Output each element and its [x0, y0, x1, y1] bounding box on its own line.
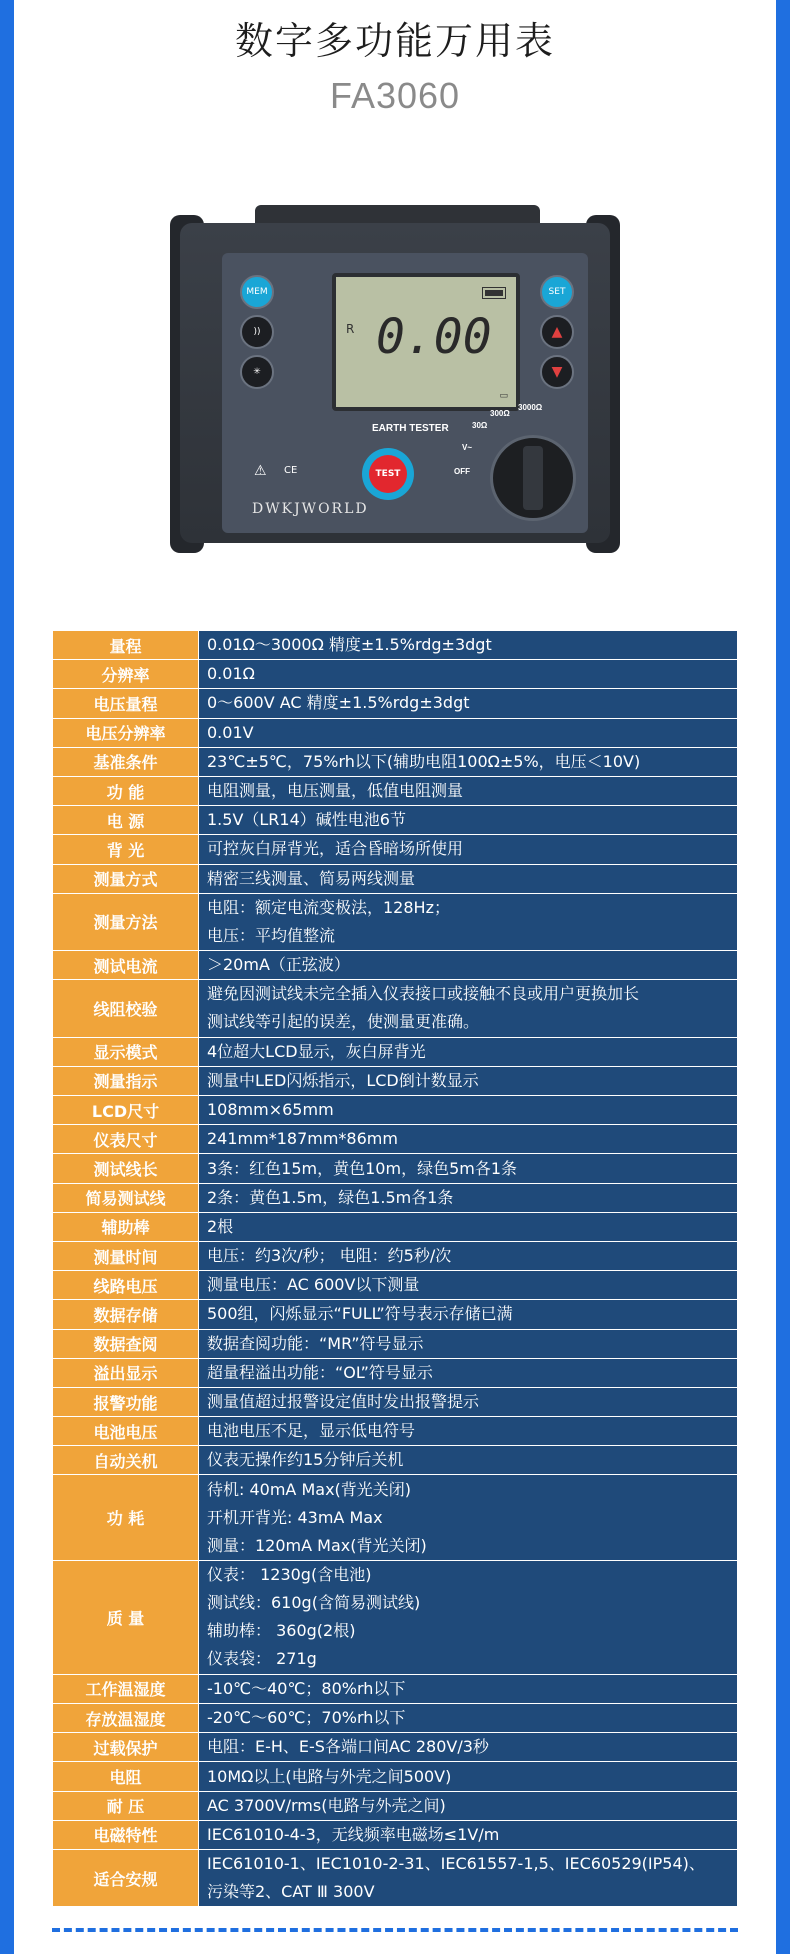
spec-label: 测试电流: [53, 951, 199, 980]
spec-value: [199, 1241, 738, 1270]
ce-mark: CE: [284, 465, 298, 476]
spec-value: [199, 1674, 738, 1703]
spec-label: 电阻: [53, 1762, 199, 1791]
spec-label: 适合安规: [53, 1849, 199, 1906]
spec-label: 功 耗: [53, 1475, 199, 1561]
spec-value: [199, 1358, 738, 1387]
spec-row: [53, 660, 738, 689]
spec-value: [199, 1733, 738, 1762]
spec-row: [53, 1154, 738, 1183]
spec-value-line: 4位超大LCD显示，灰白屏背光: [207, 1041, 426, 1061]
set-button: SET: [540, 275, 574, 309]
spec-row: [53, 776, 738, 805]
spec-value: [199, 980, 738, 1037]
right-border: [776, 0, 790, 1954]
spec-row: [53, 1125, 738, 1154]
spec-value-line: 测量中LED闪烁指示，LCD倒计数显示: [207, 1070, 479, 1090]
spec-label: 存放温湿度: [53, 1704, 199, 1733]
spec-row: [53, 951, 738, 980]
spec-value: [199, 1066, 738, 1095]
spec-value-line: IEC61010-4-3，无线频率电磁场≤1V/m: [207, 1824, 500, 1844]
spec-row: [53, 893, 738, 950]
mem-button: MEM: [240, 275, 274, 309]
spec-value: [199, 631, 738, 660]
spec-value: [199, 1037, 738, 1066]
spec-row: [53, 1387, 738, 1416]
spec-label: 背 光: [53, 835, 199, 864]
spec-value: [199, 1446, 738, 1475]
spec-value-line: 3条：红色15m，黄色10m，绿色5m各1条: [207, 1158, 518, 1178]
spec-label: 电 源: [53, 806, 199, 835]
spec-value: [199, 1271, 738, 1300]
buzzer-icon: )): [240, 315, 274, 349]
lcd-screen: [332, 273, 520, 411]
spec-row: [53, 1674, 738, 1703]
spec-label: 测量方法: [53, 893, 199, 950]
spec-row: [53, 1820, 738, 1849]
spec-row: [53, 1183, 738, 1212]
spec-row: [53, 689, 738, 718]
spec-value-line: AC 3700V/rms(电路与外壳之间): [207, 1795, 446, 1815]
spec-value: [199, 1561, 738, 1675]
spec-value-line: 241mm*187mm*86mm: [207, 1129, 398, 1149]
test-label: TEST: [369, 455, 407, 493]
spec-label: 量程: [53, 631, 199, 660]
knob-label-300: 300Ω: [490, 409, 510, 418]
spec-row: [53, 806, 738, 835]
spec-label: 线阻校验: [53, 980, 199, 1037]
spec-row: [53, 631, 738, 660]
spec-label: 测量方式: [53, 864, 199, 893]
spec-value-line: -20℃～60℃；70%rh以下: [207, 1708, 406, 1728]
test-button: [362, 448, 414, 500]
spec-value-line: 0.01V: [207, 722, 254, 742]
spec-table: [52, 630, 738, 1907]
spec-row: [53, 835, 738, 864]
spec-value-line: -10℃～40℃；80%rh以下: [207, 1678, 406, 1698]
spec-value: [199, 1820, 738, 1849]
spec-label: 溢出显示: [53, 1358, 199, 1387]
spec-row: [53, 1329, 738, 1358]
spec-value-line: 测试线：610g(含简易测试线): [207, 1593, 421, 1613]
spec-label: 数据存储: [53, 1300, 199, 1329]
spec-value-line: IEC61010-1、IEC1010-2-31、IEC61557-1,5、IEC60529(IP54)、: [207, 1854, 705, 1874]
spec-value-line: 仪表： 1230g(含电池): [207, 1565, 372, 1585]
spec-value: [199, 951, 738, 980]
spec-row: [53, 1762, 738, 1791]
spec-row: [53, 718, 738, 747]
spec-row: [53, 1733, 738, 1762]
spec-label: 辅助棒: [53, 1212, 199, 1241]
spec-label: 线路电压: [53, 1271, 199, 1300]
spec-row: [53, 1271, 738, 1300]
lcd-apo-icon: ▭: [499, 391, 508, 401]
spec-value: [199, 835, 738, 864]
spec-value-line: 电池电压不足，显示低电符号: [207, 1421, 416, 1441]
spec-value-line: 开机开背光: 43mA Max: [207, 1507, 383, 1527]
spec-label: 耐 压: [53, 1791, 199, 1820]
model-number: FA3060: [329, 75, 461, 116]
knob-label-v: V~: [462, 443, 473, 452]
spec-label: 分辨率: [53, 660, 199, 689]
product-image: [170, 205, 620, 555]
spec-value-line: 精密三线测量、简易两线测量: [207, 868, 416, 888]
spec-value: [199, 893, 738, 950]
spec-value-line: 电阻测量，电压测量，低值电阻测量: [207, 781, 464, 801]
spec-label: 工作温湿度: [53, 1674, 199, 1703]
knob-label-off: OFF: [454, 467, 470, 476]
spec-row: [53, 1066, 738, 1095]
spec-label: 测量指示: [53, 1066, 199, 1095]
spec-value-line: 2条：黄色1.5m，绿色1.5m各1条: [207, 1187, 454, 1207]
spec-row: [53, 1096, 738, 1125]
spec-value: [199, 1125, 738, 1154]
spec-label: 测试线长: [53, 1154, 199, 1183]
battery-icon: [482, 287, 506, 299]
knob-label-3000: 3000Ω: [518, 403, 543, 412]
panel-label: EARTH TESTER: [372, 423, 449, 434]
bottom-divider: [52, 1928, 738, 1932]
spec-value-line: 仪表袋： 271g: [207, 1649, 317, 1669]
spec-value-line: 电阻：额定电流变极法，128Hz；: [207, 897, 450, 917]
spec-value: [199, 1300, 738, 1329]
spec-row: [53, 1475, 738, 1561]
spec-value-line: 电阻：E-H、E-S各端口间AC 280V/3秒: [207, 1737, 489, 1757]
spec-value: [199, 718, 738, 747]
spec-value-line: 辅助棒： 360g(2根): [207, 1621, 356, 1641]
spec-value-line: 数据查阅功能：“MR”符号显示: [207, 1333, 424, 1353]
spec-label: 质 量: [53, 1561, 199, 1675]
spec-label: 报警功能: [53, 1387, 199, 1416]
warning-icon: ⚠: [254, 463, 267, 479]
left-border: [0, 0, 14, 1954]
spec-value: [199, 1096, 738, 1125]
spec-label: 数据查阅: [53, 1329, 199, 1358]
spec-row: [53, 1446, 738, 1475]
backlight-icon: ✳: [240, 355, 274, 389]
spec-label: 电压量程: [53, 689, 199, 718]
spec-label: 显示模式: [53, 1037, 199, 1066]
spec-value: [199, 747, 738, 776]
down-arrow-icon: ▼: [540, 355, 574, 389]
spec-value-line: 108mm×65mm: [207, 1100, 334, 1120]
lcd-reading: 0.00: [376, 309, 492, 365]
spec-value: [199, 1154, 738, 1183]
spec-value-line: 23℃±5℃，75%rh以下(辅助电阻100Ω±5%，电压＜10V): [207, 751, 641, 771]
spec-value-line: 0～600V AC 精度±1.5%rdg±3dgt: [207, 693, 470, 713]
spec-value: [199, 1849, 738, 1906]
spec-label: 基准条件: [53, 747, 199, 776]
spec-value: [199, 1387, 738, 1416]
spec-row: [53, 864, 738, 893]
spec-value-line: ＞20mA（正弦波）: [207, 955, 350, 975]
up-arrow-icon: ▲: [540, 315, 574, 349]
spec-label: 电池电压: [53, 1417, 199, 1446]
spec-row: [53, 1417, 738, 1446]
spec-value: [199, 1329, 738, 1358]
spec-value-line: 污染等2、CAT Ⅲ 300V: [207, 1882, 375, 1902]
spec-value-line: 待机: 40mA Max(背光关闭): [207, 1479, 412, 1499]
page-title: 数字多功能万用表: [234, 19, 555, 63]
spec-value-line: 测量：120mA Max(背光关闭): [207, 1535, 427, 1555]
spec-label: 测量时间: [53, 1241, 199, 1270]
spec-row: [53, 1037, 738, 1066]
spec-value: [199, 689, 738, 718]
spec-row: [53, 1300, 738, 1329]
spec-label: 电压分辨率: [53, 718, 199, 747]
lcd-r-indicator: R: [346, 322, 355, 336]
spec-value-line: 电压：约3次/秒； 电阻：约5秒/次: [207, 1246, 452, 1266]
spec-label: 过载保护: [53, 1733, 199, 1762]
spec-value-line: 仪表无操作约15分钟后关机: [207, 1450, 404, 1470]
spec-row: [53, 1849, 738, 1906]
spec-value-line: 避免因测试线未完全插入仪表接口或接触不良或用户更换加长: [207, 984, 640, 1004]
spec-value: [199, 1417, 738, 1446]
spec-label: 自动关机: [53, 1446, 199, 1475]
device-panel: [222, 253, 588, 533]
spec-value: [199, 1762, 738, 1791]
spec-row: [53, 747, 738, 776]
spec-value-line: 测试线等引起的误差，使测量更准确。: [207, 1012, 480, 1032]
spec-row: [53, 1241, 738, 1270]
spec-value: [199, 776, 738, 805]
spec-label: LCD尺寸: [53, 1096, 199, 1125]
spec-value-line: 测量值超过报警设定值时发出报警提示: [207, 1392, 480, 1411]
spec-value-line: 测量电压：AC 600V以下测量: [207, 1275, 420, 1295]
brand-logo: DWKJWORLD: [252, 501, 369, 517]
spec-row: [53, 1704, 738, 1733]
spec-label: 电磁特性: [53, 1820, 199, 1849]
device-body: [180, 223, 610, 543]
spec-value-line: 超量程溢出功能：“OL”符号显示: [207, 1362, 433, 1382]
spec-value: [199, 1475, 738, 1561]
spec-value-line: 10MΩ以上(电路与外壳之间500V): [207, 1766, 452, 1786]
spec-value-line: 500组，闪烁显示“FULL”符号表示存储已满: [207, 1304, 513, 1324]
knob-label-30: 30Ω: [472, 421, 488, 430]
spec-row: [53, 1791, 738, 1820]
spec-label: 仪表尺寸: [53, 1125, 199, 1154]
spec-value-line: 可控灰白屏背光，适合昏暗场所使用: [207, 839, 464, 859]
spec-value-line: 0.01Ω～3000Ω 精度±1.5%rdg±3dgt: [207, 635, 492, 655]
spec-value-line: 1.5V（LR14）碱性电池6节: [207, 810, 406, 830]
rotary-knob: [490, 435, 576, 521]
spec-row: [53, 1358, 738, 1387]
spec-value: [199, 1212, 738, 1241]
spec-value: [199, 1704, 738, 1733]
spec-value: [199, 806, 738, 835]
spec-value-line: 2根: [207, 1216, 234, 1236]
spec-row: [53, 1561, 738, 1675]
spec-value: [199, 1183, 738, 1212]
spec-value: [199, 660, 738, 689]
spec-value: [199, 864, 738, 893]
spec-value: [199, 1791, 738, 1820]
spec-row: [53, 1212, 738, 1241]
spec-label: 功 能: [53, 776, 199, 805]
spec-value-line: 电压：平均值整流: [207, 925, 336, 945]
spec-row: [53, 980, 738, 1037]
spec-value-line: 0.01Ω: [207, 664, 255, 684]
spec-label: 简易测试线: [53, 1183, 199, 1212]
